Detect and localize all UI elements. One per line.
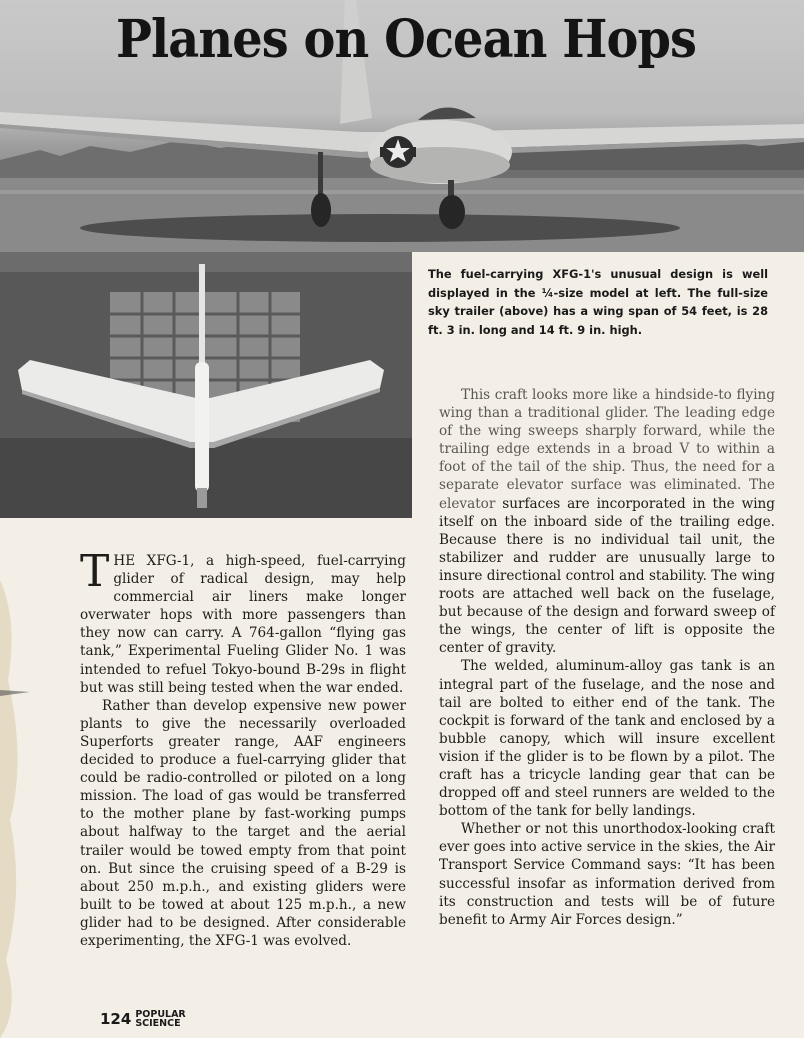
photo-caption: The fuel-carrying XFG-1's unusual design is well displayed in the ¼-size model at left. The full-size sky trailer (above) has a wing span of 54 feet, is 28 ft. 3 in. long and 14 ft. 9 in. high. — [428, 267, 768, 337]
intro-paragraph: THE XFG-1, a high-speed, fuel-carrying glider of radical design, may help commercial air liners make longer overwater hops with more passengers than they now can carry. A 764-gallon “flying gas tank,” Experimental Fueling Glider No. 1 was intended to refuel Tokyo-bound B-29s in flight but was still being tested when the war ended. — [80, 546, 406, 696]
magazine-name: POPULAR SCIENCE — [135, 1008, 186, 1029]
glider-photo — [0, 0, 804, 252]
body-paragraph: This craft looks more like a hindside-to flying wing than a traditional glider. The leading edge of the wing sweeps sharply forward, while the trailing edge extends in a broad V to within a foot of the tail of the ship. Thus, the need for a separate elevator surface was eliminated. The elevator surfaces are incorporated in the wing itself on the inboard side of the trailing edge. Because there is no individual tail unit, the stabilizer and rudder are unusually large to insure directional control and stability. The wing roots are attached well back on the fuselage, but because of the design and forward sweep of the wings, the center of lift is opposite the center of gravity. — [439, 387, 776, 657]
body-paragraph: The welded, aluminum-alloy gas tank is an integral part of the fuselage, and the nose and tail are bolted to either end of the tank. The cockpit is forward of the tank and enclosed by a bubble canopy, which will insure excellent vision if the glider is to be flown by a pilot. The craft has a tricycle landing gear that can be dropped off and steel runners are welded to the bottom of the tank for belly landings. — [439, 658, 775, 820]
model-photo-art — [0, 252, 412, 518]
page-stain — [0, 560, 60, 1038]
page-footer — [100, 1004, 205, 1034]
drop-cap: T — [80, 546, 110, 597]
article-column-right — [439, 386, 775, 929]
body-paragraph: Whether or not this unorthodox-looking craft ever goes into active service in the skies, the Air Transport Service Command says: “It has been successful insofar as information derived from its construction and tests will be of future benefit to Army Air Forces design.” — [439, 821, 775, 928]
model-photo — [0, 252, 412, 518]
headline: Planes on Ocean Hops — [116, 9, 697, 70]
body-paragraph: Rather than develop expensive new power plants to give the necessarily overloaded Superforts greater range, AAF engineers decided to produce a fuel-carrying glider that could be radio-controlled or piloted on a long mission. The load of gas would be transferred to the mother plane by fast-working pumps about halfway to the target and the aerial trailer would be towed empty from that point on. But since the cruising speed of a B-29 is about 250 m.p.h., and existing gliders were built to be towed at about 125 m.p.h., a new glider had to be designed. After considerable experimenting, the XFG-1 was evolved. — [80, 697, 406, 949]
page-number: 124 — [100, 1010, 132, 1028]
article-column-left — [80, 546, 406, 950]
